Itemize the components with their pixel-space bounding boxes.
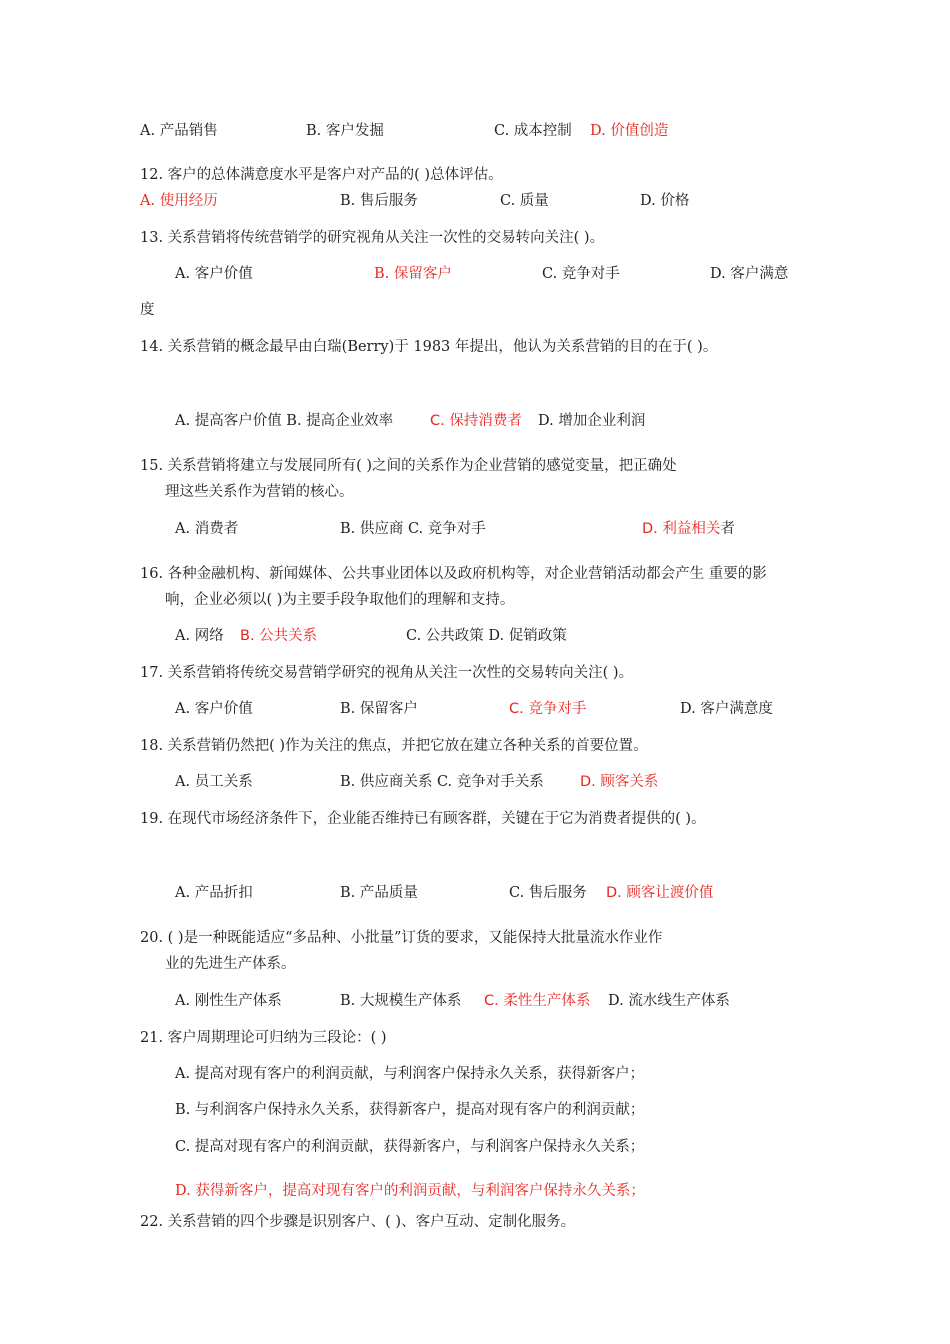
q21-stem: 21. 客户周期理论可归纳为三段论：( ) — [140, 1030, 387, 1046]
q20-option-a: A. 刚性生产体系 — [175, 993, 282, 1009]
q17-option-a: A. 客户价值 — [175, 701, 253, 717]
q20-stem-line2: 业的先进生产体系。 — [165, 956, 296, 972]
q19-option-c: C. 售后服务 — [509, 885, 587, 901]
q13-stem: 13. 关系营销将传统营销学的研究视角从关注一次性的交易转向关注( )。 — [140, 230, 605, 246]
q15-option-d-answer-red: D. 利益相关 — [642, 521, 721, 537]
q17-option-c-answer: C. 竞争对手 — [509, 701, 587, 717]
q11-option-c: C. 成本控制 — [494, 123, 572, 139]
q12-option-a-answer: A. 使用经历 — [140, 193, 218, 209]
q17-option-d: D. 客户满意度 — [680, 701, 773, 717]
q19-option-d-answer: D. 顾客让渡价值 — [606, 885, 714, 901]
q12-option-c: C. 质量 — [500, 193, 549, 209]
q20-option-c-answer: C. 柔性生产体系 — [484, 993, 591, 1009]
q19-option-a: A. 产品折扣 — [175, 885, 253, 901]
q11-option-b: B. 客户发掘 — [306, 123, 384, 139]
q15-option-a: A. 消费者 — [175, 521, 239, 537]
q20-option-d: D. 流水线生产体系 — [608, 993, 730, 1009]
q13-option-c: C. 竞争对手 — [542, 266, 620, 282]
q13-option-a: A. 客户价值 — [175, 266, 253, 282]
q16-stem-line2: 响，企业必须以( )为主要手段争取他们的理解和支持。 — [165, 592, 515, 608]
q12-option-d: D. 价格 — [640, 193, 690, 209]
q20-stem-line1: 20. ( )是一种既能适应“多品种、小批量”订货的要求，又能保持大批量流水作业作 — [140, 930, 663, 946]
q13-option-d-continued: 度 — [140, 302, 155, 318]
q11-option-a: A. 产品销售 — [140, 123, 218, 139]
q17-option-b: B. 保留客户 — [340, 701, 418, 717]
q11-option-d-answer: D. 价值创造 — [590, 123, 669, 139]
q21-option-c: C. 提高对现有客户的利润贡献，获得新客户，与利润客户保持永久关系； — [175, 1139, 645, 1155]
q15-stem-line2: 理这些关系作为营销的核心。 — [165, 484, 354, 500]
q18-stem: 18. 关系营销仍然把( )作为关注的焦点，并把它放在建立各种关系的首要位置。 — [140, 738, 648, 754]
q19-option-b: B. 产品质量 — [340, 885, 418, 901]
q16-stem-line1: 16. 各种金融机构、新闻媒体、公共事业团体以及政府机构等，对企业营销活动都会产生 重要的影 — [140, 566, 767, 582]
q16-option-cd: C. 公共政策 D. 促销政策 — [406, 628, 567, 644]
q20-option-b: B. 大规模生产体系 — [340, 993, 462, 1009]
q14-option-ab: A. 提高客户价值 B. 提高企业效率 — [175, 413, 394, 429]
q18-option-d-answer: D. 顾客关系 — [580, 774, 659, 790]
q21-option-d-answer: D. 获得新客户，提高对现有客户的利润贡献，与利润客户保持永久关系； — [175, 1183, 645, 1199]
q22-stem: 22. 关系营销的四个步骤是识别客户、( )、客户互动、定制化服务。 — [140, 1214, 576, 1230]
q13-option-d: D. 客户满意 — [710, 266, 789, 282]
q14-option-d: D. 增加企业利润 — [538, 413, 646, 429]
q15-option-d-answer — [642, 519, 735, 539]
q18-option-bc: B. 供应商关系 C. 竞争对手关系 — [340, 774, 544, 790]
q14-option-c-answer: C. 保持消费者 — [430, 413, 522, 429]
q21-option-b: B. 与利润客户保持永久关系，获得新客户，提高对现有客户的利润贡献； — [175, 1102, 645, 1118]
q15-option-bc: B. 供应商 C. 竞争对手 — [340, 521, 486, 537]
q16-option-a: A. 网络 — [175, 628, 224, 644]
q13-option-b-answer: B. 保留客户 — [374, 266, 452, 282]
q15-stem-line1: 15. 关系营销将建立与发展同所有( )之间的关系作为企业营销的感觉变量，把正确处 — [140, 458, 677, 474]
q12-option-b: B. 售后服务 — [340, 193, 418, 209]
q15-option-d-answer-tail: 者 — [720, 521, 735, 537]
q17-stem: 17. 关系营销将传统交易营销学研究的视角从关注一次性的交易转向关注( )。 — [140, 665, 634, 681]
q16-option-b-answer: B. 公共关系 — [240, 628, 318, 644]
q14-stem: 14. 关系营销的概念最早由白瑞(Berry)于 1983 年提出，他认为关系营销的目的在于( )。 — [140, 339, 718, 355]
q18-option-a: A. 员工关系 — [175, 774, 253, 790]
q12-stem: 12. 客户的总体满意度水平是客户对产品的( )总体评估。 — [140, 167, 503, 183]
q19-stem: 19. 在现代市场经济条件下，企业能否维持已有顾客群，关键在于它为消费者提供的( )。 — [140, 811, 706, 827]
q21-option-a: A. 提高对现有客户的利润贡献，与利润客户保持永久关系，获得新客户； — [175, 1066, 645, 1082]
